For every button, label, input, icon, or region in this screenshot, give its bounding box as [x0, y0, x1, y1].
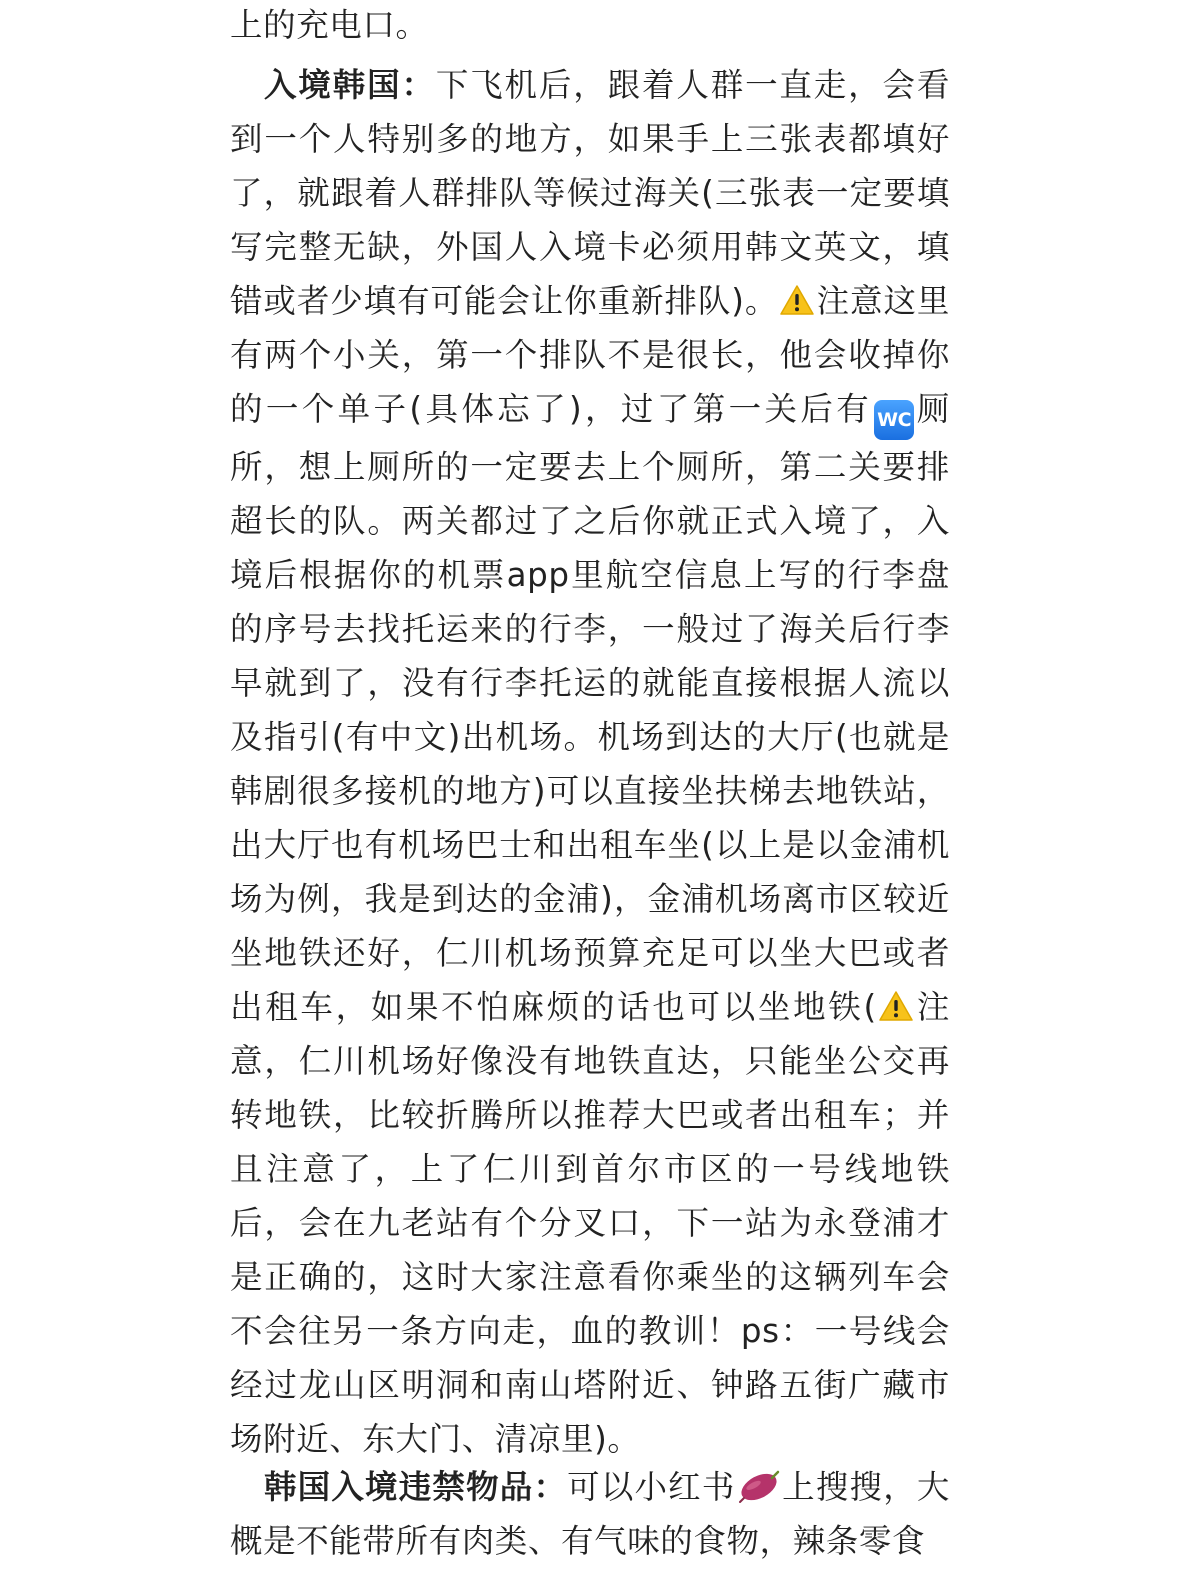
paragraph-text: 上的充电口。 [230, 6, 429, 44]
section-heading-prohibited-items: 韩国入境违禁物品： [264, 1468, 568, 1506]
paragraph-text: 厕所，想上厕所的一定要去上个厕所，第二关要排超长的队。两关都过了之后你就正式入境了，入境后根据你的机票app里航空信息上写的行李盘的序号去找托运来的行李，一般过了海关后行李早就到了，没有行李托运的就能直接根据人流以及指引(有中文)出机场。机场到达的大厅(也就是韩剧很多接机的地方)可以直接坐扶梯去地铁站，出大厅也有机场巴士和出租车坐(以上是以金浦机场为例，我是到达的金浦)，金浦机场离市区较近坐地铁还好，仁川机场预算充足可以坐大巴或者出租车，如果不怕麻烦的话也可以坐地铁( [230, 390, 950, 1026]
section-heading-enter-korea: 入境韩国： [264, 66, 436, 104]
paragraph-prohibited-items [230, 1460, 950, 1568]
wc-icon: WC [874, 400, 914, 440]
paragraph-text: 下飞机后，跟着人群一直走，会看到一个人特别多的地方，如果手上三张表都填好了，就跟着人群排队等候过海关(三张表一定要填写完整无缺，外国人入境卡必须用韩文英文，填错或者少填有可能会让你重新排队)。 [230, 66, 950, 320]
paragraph-text: 注意，仁川机场好像没有地铁直达，只能坐公交再转地铁，比较折腾所以推荐大巴或者出租车；并且注意了，上了仁川到首尔市区的一号线地铁后，会在九老站有个分叉口，下一站为永登浦才是正确的，这时大家注意看你乘坐的这辆列车会不会往另一条方向走，血的教训！ps：一号线会经过龙山区明洞和南山塔附近、钟路五街广藏市场附近、东大门、清凉里)。 [230, 988, 950, 1458]
warning-icon [878, 990, 914, 1022]
sweet-potato-icon [737, 1468, 781, 1506]
paragraph-enter-korea [230, 58, 950, 1466]
paragraph-text: 可以小红书 [567, 1468, 736, 1506]
paragraph-charging-port [230, 0, 950, 52]
paragraph-text: 上搜搜，大概是不能带所有肉类、有气味的食物，辣条零食 [230, 1468, 950, 1560]
warning-icon [779, 284, 815, 316]
paragraph-text: 注意这里有两个小关，第一个排队不是很长，他会收掉你的一个单子(具体忘了)，过了第一关后有 [230, 282, 950, 428]
